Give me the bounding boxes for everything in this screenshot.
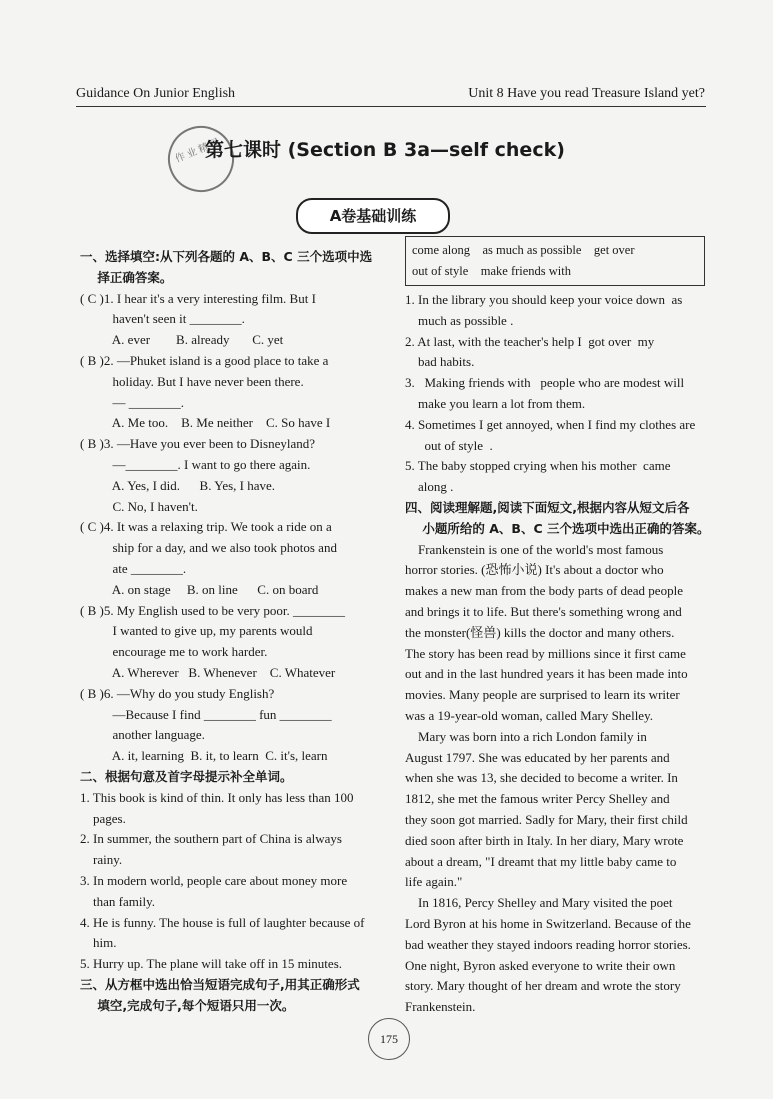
left-lines-item: ( B )3. —Have you ever been to Disneyland? — [80, 436, 316, 452]
phrase-box — [405, 236, 705, 286]
left-lines-item: A. on stage B. on line C. on board — [80, 581, 319, 597]
phrase-box-line-2: out of style make friends with — [412, 264, 571, 278]
right-lines-item: Frankenstein is one of the world's most famous — [405, 541, 664, 557]
right-lines-item: 3. Making friends with people who are modest will — [405, 375, 685, 391]
left-lines-item: A. Wherever B. Whenever C. Whatever — [80, 664, 336, 680]
left-lines-item: 3. In modern world, people care about money more — [80, 872, 348, 888]
left-lines-item: C. No, I haven't. — [80, 498, 198, 514]
left-lines-item: ( B )5. My English used to be very poor. ________ — [80, 602, 346, 618]
page-number: 175 — [368, 1018, 410, 1060]
left-lines-item: ( C )4. It was a relaxing trip. We took a ride on a — [80, 519, 332, 535]
right-lines-item: they soon got married. Sadly for Mary, their first child — [405, 811, 688, 827]
right-lines-item: story. Mary thought of her dream and wrote the story — [405, 978, 681, 994]
right-lines-item: August 1797. She was educated by her parents and — [405, 749, 670, 765]
lesson-title: 第七课时 (Section B 3a—self check) — [205, 139, 565, 161]
left-lines-item: A. it, learning B. it, to learn C. it's, learn — [80, 748, 328, 764]
right-lines-item: 2. At last, with the teacher's help I got over my — [405, 333, 655, 349]
right-lines-item: movies. Many people are surprised to learn its writer — [405, 687, 680, 703]
left-lines-item: 二、根据句意及首字母提示补全单词。 — [80, 768, 293, 784]
left-lines-item: ship for a day, and we also took photos and — [80, 540, 337, 556]
left-lines-item: 填空,完成句子,每个短语只用一次。 — [80, 997, 295, 1013]
left-lines-item: 4. He is funny. The house is full of laughter because of — [80, 914, 365, 930]
left-lines-item: pages. — [80, 810, 126, 826]
left-lines-item: holiday. But I have never been there. — [80, 373, 304, 389]
right-lines-item: and brings it to life. But there's something wrong and — [405, 603, 682, 619]
right-lines-item: 1. In the library you should keep your voice down as — [405, 292, 683, 307]
left-lines-item: 三、从方框中选出恰当短语完成句子,用其正确形式 — [80, 976, 360, 992]
right-lines-item: Mary was born into a rich London family in — [405, 728, 647, 744]
left-lines-item: haven't seen it ________. — [80, 311, 245, 327]
right-lines-item: out and in the last hundred years it has been made into — [405, 666, 688, 682]
phrase-box-line-1: come along as much as possible get over — [412, 243, 635, 257]
right-lines-item: the monster(怪兽) kills the doctor and many others. — [405, 624, 675, 640]
right-lines-item: In 1816, Percy Shelley and Mary visited the poet — [405, 895, 673, 911]
left-lines-item: ( B )6. —Why do you study English? — [80, 685, 275, 701]
right-lines-item: much as possible . — [405, 312, 514, 328]
right-lines-item: life again." — [405, 874, 463, 890]
header-rule — [76, 106, 706, 107]
right-lines-item: horror stories. (恐怖小说) It's about a doctor who — [405, 562, 664, 578]
left-lines-item: ( B )2. —Phuket island is a good place to take a — [80, 352, 329, 368]
left-lines-item: 择正确答案。 — [80, 269, 173, 285]
left-lines-item: A. Yes, I did. B. Yes, I have. — [80, 477, 276, 493]
left-lines-item: ( C )1. I hear it's a very interesting film. But I — [80, 290, 316, 306]
left-lines-item: — ________. — [80, 394, 184, 410]
right-lines-item: was a 19-year-old woman, called Mary Shelley. — [405, 707, 653, 723]
right-lines-item: 1812, she met the famous writer Percy Shelley and — [405, 791, 670, 807]
right-lines-item: One night, Byron asked everyone to write their own — [405, 957, 676, 973]
right-lines-item: make you learn a lot from them. — [405, 395, 586, 411]
right-lines-item: 四、阅读理解题,阅读下面短文,根据内容从短文后各 — [405, 499, 690, 515]
right-lines-item: out of style . — [405, 437, 493, 453]
right-lines-item: bad weather they stayed indoors reading horror stories. — [405, 936, 691, 952]
left-lines-item: 1. This book is kind of thin. It only has less than 100 — [80, 789, 354, 805]
right-lines-item: The story has been read by millions since it first came — [405, 645, 686, 661]
left-lines-item: encourage me to work harder. — [80, 644, 268, 660]
left-lines-item: ate ________. — [80, 560, 187, 576]
right-lines-item: 5. The baby stopped crying when his mother came — [405, 458, 671, 474]
left-lines-item: 一、选择填空:从下列各题的 A、B、C 三个选项中选 — [80, 249, 373, 264]
stamp-text: 作 业 精 灵 — [173, 137, 222, 166]
left-lines-item: another language. — [80, 727, 205, 743]
left-lines-item: A. Me too. B. Me neither C. So have I — [80, 415, 331, 431]
right-column — [405, 290, 710, 1018]
section-banner: A卷基础训练 — [296, 198, 450, 234]
right-lines-item: died soon after birth in Italy. In her diary, Mary wrote — [405, 832, 684, 848]
right-lines-item: about a dream, "I dreamt that my little baby came to — [405, 853, 677, 869]
left-lines-item: —Because I find ________ fun ________ — [80, 706, 332, 722]
right-lines-item: 小题所给的 A、B、C 三个选项中选出正确的答案。 — [405, 520, 710, 536]
left-lines-item: than family. — [80, 893, 155, 909]
left-lines-item: rainy. — [80, 852, 123, 868]
header-left: Guidance On Junior English — [76, 86, 236, 101]
right-lines-item: 4. Sometimes I get annoyed, when I find my clothes are — [405, 416, 696, 432]
left-lines-item: 5. Hurry up. The plane will take off in 15 minutes. — [80, 956, 342, 972]
left-column — [80, 247, 386, 1016]
right-lines-item: Lord Byron at his home in Switzerland. Because of the — [405, 915, 691, 931]
header-right: Unit 8 Have you read Treasure Island yet? — [468, 86, 705, 101]
right-lines-item: when she was 13, she decided to become a writer. In — [405, 770, 678, 786]
left-lines-item: A. ever B. already C. yet — [80, 332, 284, 348]
right-lines-item: makes a new man from the body parts of dead people — [405, 583, 683, 599]
right-lines-item: Frankenstein. — [405, 999, 476, 1015]
left-lines-item: I wanted to give up, my parents would — [80, 623, 313, 639]
left-lines-item: him. — [80, 935, 117, 951]
right-lines-item: bad habits. — [405, 354, 475, 370]
left-lines-item: 2. In summer, the southern part of China is always — [80, 831, 342, 847]
right-lines-item: along . — [405, 479, 454, 495]
left-lines-item: —________. I want to go there again. — [80, 456, 311, 472]
